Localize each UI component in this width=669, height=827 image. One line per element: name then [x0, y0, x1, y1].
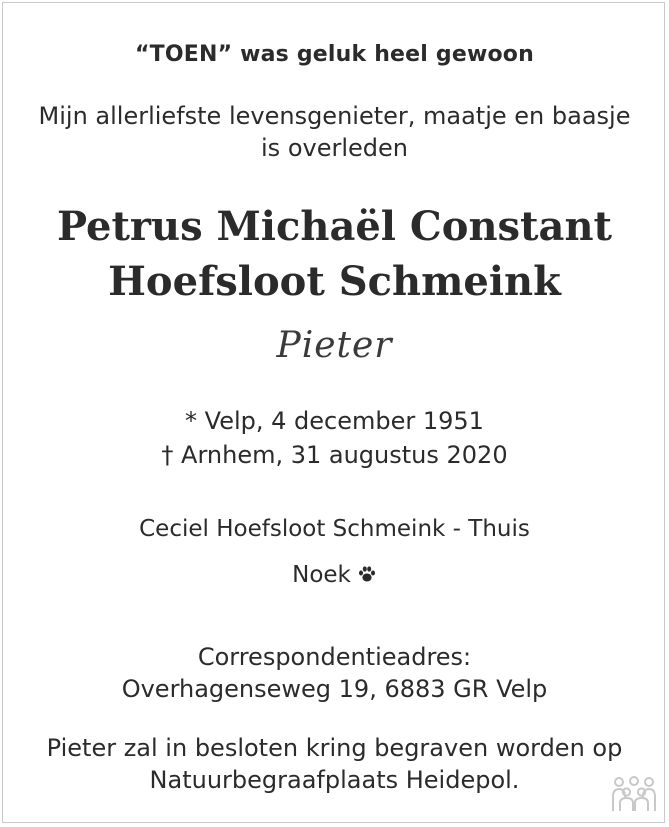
signatory-2-row — [0, 562, 669, 588]
signatory-1: Ceciel Hoefsloot Schmeink - Thuis — [139, 516, 530, 542]
nickname: Pieter — [276, 325, 393, 366]
correspondence-label: Correspondentieadres: — [197, 643, 472, 671]
deceased-name-line-2: Hoefsloot Schmeink — [108, 258, 561, 305]
deceased-name-line-1: Petrus Michaël Constant — [57, 203, 612, 250]
correspondence-address: Overhagenseweg 19, 6883 GR Velp — [121, 675, 548, 703]
birth-line: * Velp, 4 december 1951 — [185, 407, 484, 435]
signatory-2: Noek — [292, 562, 351, 588]
death-line: † Arnhem, 31 augustus 2020 — [161, 441, 508, 469]
paw-icon — [357, 565, 377, 583]
motto: “TOEN” was geluk heel gewoon — [134, 42, 534, 67]
funeral-line-2: Natuurbegraafplaats Heidepol. — [149, 766, 520, 794]
intro-line-2: is overleden — [261, 134, 408, 162]
people-group-icon — [609, 775, 659, 813]
intro-line-1: Mijn allerliefste levensgenieter, maatje en baasje — [38, 102, 631, 130]
funeral-line-1: Pieter zal in besloten kring begraven worden op — [46, 734, 623, 762]
